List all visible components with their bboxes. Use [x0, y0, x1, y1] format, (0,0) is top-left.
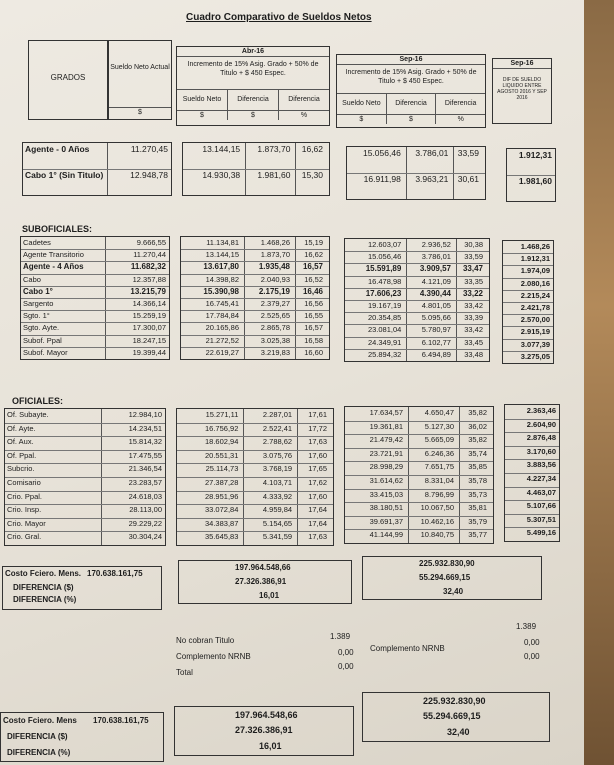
right-complemento-label: Complemento NRNB	[370, 644, 445, 653]
sep-sueldo-cell: 19.167,19	[367, 301, 402, 310]
row-line	[183, 195, 329, 196]
sep-sueldo-cell: 16.911,98	[363, 174, 401, 184]
sep-dif-cell: 1.974,09	[520, 266, 550, 276]
sep-dif-cell: 8.331,04	[424, 476, 454, 485]
grado-label: Crio. Gral.	[7, 532, 42, 542]
sep-dif-cell: 3.883,56	[526, 460, 556, 470]
sep-dif-cell: 4.801,05	[421, 301, 451, 310]
row-line	[347, 199, 485, 200]
sep-dif-cell: 2.421,78	[520, 303, 550, 312]
of-grados-box	[4, 408, 166, 546]
abr-month: Abr-16	[177, 47, 329, 57]
no-cobran-value: 1.389	[330, 632, 351, 641]
abr-dif-cell: 3.219,83	[260, 347, 290, 357]
sep-dif-cell: 5.499,16	[526, 528, 556, 538]
abr-dif-cell: 2.522,41	[262, 423, 293, 433]
sep-dif-cell: 10.840,75	[420, 530, 454, 540]
sueldo-actual-label: Sueldo Neto Actual	[110, 64, 170, 71]
top-sep-box	[346, 146, 486, 200]
sep-pct-cell: 33,39	[464, 313, 483, 323]
sep-dif-cell: 5.665,09	[424, 435, 454, 445]
sep-sueldo-cell: 17.606,23	[365, 288, 402, 298]
sueldo-actual-cell: 12.984,10	[128, 410, 162, 419]
sep-dif-cell: 2.936,52	[421, 240, 451, 249]
grado-label: Crio. Insp.	[7, 505, 42, 515]
sep-dif-cell: 6.246,36	[424, 448, 454, 458]
abr-dif-cell: 3.025,38	[260, 335, 290, 345]
grado-label: Sargento	[23, 299, 54, 308]
abr-sueldo-cell: 20.551,31	[205, 450, 239, 460]
sep-pct-cell: 30,38	[464, 240, 483, 249]
sep-sueldo-cell: 12.603,07	[367, 240, 402, 249]
sep-pct-cell: 33,47	[462, 264, 483, 274]
sep-dif-cell: 2.363,46	[526, 406, 556, 415]
sep-pct-cell: 35,74	[468, 448, 487, 458]
unit-label: $	[337, 115, 387, 124]
row-line	[21, 359, 169, 360]
sueldo-actual-cell: 14.366,14	[132, 299, 166, 308]
sep-pct-cell: 30,61	[457, 174, 479, 184]
row-line	[5, 545, 165, 546]
abr-sueldo-cell: 21.272,52	[205, 335, 239, 345]
sep-dif-cell: 1.912,31	[520, 254, 550, 264]
abr-sueldo-cell: 20.165,86	[205, 323, 239, 333]
abr-dif-cell: 3.768,19	[262, 464, 293, 474]
unit-label: $	[228, 111, 279, 120]
sueldo-actual-header	[108, 40, 172, 120]
row-line	[177, 545, 333, 546]
of-dif-box	[504, 404, 560, 542]
grado-label: Agente - 4 Años	[23, 262, 84, 272]
sep-dif-cell: 5.107,66	[526, 501, 556, 511]
abr-pct-cell: 16,62	[304, 250, 323, 260]
sep-pct-cell: 35,79	[468, 516, 487, 526]
total-sep-dif: 55.294.669,15	[419, 573, 471, 582]
sep-month: Sep-16	[337, 55, 485, 65]
sep-dif-cell: 4.650,47	[424, 408, 454, 417]
abr-sueldo-cell: 16.756,92	[205, 423, 239, 433]
oficiales-heading: OFICIALES:	[12, 396, 63, 406]
sep-desc: Incremento de 15% Asig. Grado + 50% de Titulo + $ 450 Espec.	[345, 69, 477, 85]
sueldo-actual-cell: 14.234,51	[128, 423, 162, 433]
sep-dif-header	[492, 58, 552, 124]
row-line	[23, 195, 171, 196]
grado-label: Cadetes	[23, 238, 51, 247]
grado-label: Sgto. Ayte.	[23, 323, 60, 333]
abr-sueldo-cell: 34.383,87	[205, 518, 239, 528]
dif2-pct-label: DIFERENCIA (%)	[7, 748, 71, 757]
sueldo-actual-cell: 24.618,03	[128, 491, 162, 501]
sep-sueldo-cell: 23.721,91	[369, 448, 403, 458]
abr-pct-cell: 17,64	[308, 505, 327, 515]
abr-sueldo-cell: 33.072,84	[205, 505, 239, 515]
sep-dif-cell: 3.077,39	[520, 339, 550, 349]
sep-pct-cell: 33,59	[464, 252, 483, 262]
abr-pct-cell: 16,62	[301, 144, 323, 154]
sep-dif-cell: 4.121,09	[421, 276, 451, 286]
abr-dif-cell: 1.935,48	[258, 262, 290, 272]
grado-label: Of. Aux.	[7, 437, 34, 447]
sueldo-actual-cell: 12.948,78	[130, 170, 168, 180]
sep-dif-cell: 5.780,97	[421, 325, 451, 335]
sueldo-actual-cell: 18.247,15	[132, 335, 166, 345]
grado-label: Of. Ayte.	[7, 423, 36, 433]
abr-dif-cell: 4.333,92	[262, 491, 293, 501]
dif-pesos-label: DIFERENCIA ($)	[13, 583, 74, 592]
sep-dif-cell: 3.170,60	[526, 446, 556, 456]
sep-sueldo-cell: 23.081,04	[367, 325, 402, 335]
sep-sueldo-cell: 15.591,89	[365, 264, 402, 274]
abr-dif-cell: 2.379,27	[260, 299, 290, 308]
abr-dif-cell: 1.981,60	[257, 170, 291, 180]
abr-pct-cell: 17,61	[308, 410, 327, 419]
top-abr-box	[182, 142, 330, 196]
total-abr-sueldo: 197.964.548,66	[235, 563, 291, 572]
sep-pct-cell: 35,78	[468, 476, 487, 485]
row-line	[181, 359, 329, 360]
grado-label: Agente Transitorio	[23, 250, 84, 260]
sep-sueldo-cell: 20.354,85	[367, 313, 402, 323]
grado-label: Subof. Mayor	[23, 347, 68, 357]
abr-pct-cell: 16,56	[304, 299, 323, 308]
sep-pct-cell: 33,45	[464, 337, 483, 347]
sueldo-actual-cell: 15.259,19	[132, 311, 166, 321]
abr-sueldo-cell: 14.930,38	[202, 170, 241, 180]
sueldo-actual-cell: 17.300,07	[132, 323, 166, 333]
grado-label: Crio. Ppal.	[7, 491, 43, 501]
totals-abr	[178, 560, 352, 604]
sep-sueldo-cell: 17.634,57	[369, 408, 403, 417]
dif2-pesos-label: DIFERENCIA ($)	[7, 732, 68, 741]
sep-dif-cell: 3.275,05	[520, 351, 550, 361]
sep-dif-cell: 2.215,24	[520, 290, 550, 300]
sep-dif-cell: 1.912,31	[518, 150, 552, 160]
sep-dif-cell: 10.067,50	[420, 503, 454, 513]
total2-abr-dif: 27.326.386,91	[235, 725, 293, 735]
total-sep-sueldo: 225.932.830,90	[419, 559, 475, 568]
abr-dif-cell: 1.873,70	[257, 144, 291, 154]
sep-sueldo-cell: 33.415,03	[369, 489, 403, 499]
costo2-label: Costo Fciero. Mens	[3, 716, 77, 725]
abr-dif-cell: 4.959,84	[262, 505, 293, 515]
row-line	[345, 543, 493, 544]
sep-sueldo-cell: 24.349,91	[367, 337, 402, 347]
sep-sueldo-cell: 39.691,37	[369, 516, 403, 526]
total-label: Total	[176, 668, 193, 677]
total2-sep-pct: 32,40	[447, 727, 470, 737]
row-line	[507, 201, 555, 202]
sueldo-actual-cell: 13.215,79	[130, 286, 166, 296]
unit-label: $	[177, 111, 228, 120]
sueldo-actual-cell: 30.304,24	[128, 532, 162, 542]
grado-label: Of. Ppal.	[7, 450, 37, 460]
sep-dif-cell: 2.570,00	[520, 315, 550, 325]
abr-desc: Incremento de 15% Asig. Grado + 50% de Titulo + $ 450 Espec.	[187, 61, 319, 77]
sep-dif-cell: 6.494,89	[421, 349, 451, 359]
sep-dif-cell: 1.468,26	[520, 242, 550, 251]
grados-label: GRADOS	[50, 73, 86, 82]
sep-dif-cell: 2.876,48	[526, 433, 556, 443]
of-sep-box	[344, 406, 494, 544]
abr-dif-cell: 2.525,65	[260, 311, 290, 321]
sep-dif-cell: 2.080,16	[520, 278, 550, 288]
costo-label: Costo Fciero. Mens.	[5, 569, 82, 578]
sueldo-actual-cell: 28.113,00	[129, 505, 162, 515]
abr-pct-cell: 15,30	[301, 170, 323, 180]
top-dif-box	[506, 148, 556, 202]
costo2-actual: 170.638.161,75	[93, 716, 149, 725]
abr-pct-cell: 17,63	[308, 532, 327, 542]
totals-sep	[362, 556, 542, 600]
sueldo-actual-cell: 21.346,54	[128, 464, 162, 474]
sep-dif-cell: 2.915,19	[520, 327, 550, 337]
sep-sueldo-cell: 16.478,98	[367, 276, 402, 286]
abr-col-difpct: Diferencia	[288, 96, 320, 103]
abr-pct-cell: 17,62	[308, 478, 327, 487]
abr-dif-cell: 2.788,62	[262, 437, 293, 447]
sep-sueldo-cell: 25.894,32	[367, 349, 402, 359]
abr-dif-cell: 2.040,93	[260, 274, 290, 284]
grado-label: Cabo 1°	[23, 286, 53, 296]
grado-label: Agente - 0 Años	[25, 144, 90, 154]
complemento-label: Complemento NRNB	[176, 652, 251, 661]
abr-pct-cell: 16,58	[304, 335, 323, 345]
sep-sueldo-cell: 41.144,99	[369, 530, 403, 540]
total-value: 0,00	[338, 662, 354, 671]
sep-pct-cell: 35,81	[468, 503, 487, 513]
abr-sueldo-cell: 25.114,73	[205, 464, 239, 474]
sep-pct-cell: 33,42	[464, 301, 483, 310]
abr-sueldo-cell: 28.951,96	[205, 491, 239, 501]
abr-sueldo-cell: 27.387,28	[205, 478, 239, 487]
sep-sueldo-cell: 19.361,81	[369, 421, 403, 431]
total2-abr-pct: 16,01	[259, 741, 282, 751]
abr-sueldo-cell: 13.617,80	[203, 262, 239, 272]
unit-label: $	[387, 115, 437, 124]
grado-label: Subof. Ppal	[23, 335, 62, 345]
sep-dif-cell: 5.307,51	[526, 514, 556, 524]
abr-col-sueldo: Sueldo Neto	[177, 90, 228, 110]
sueldo-actual-cell: 12.357,88	[132, 274, 166, 284]
sep-pct-cell: 36,02	[468, 421, 487, 431]
abr-sueldo-cell: 14.398,82	[205, 274, 239, 284]
sep-pct-cell: 35,82	[468, 408, 487, 417]
sueldo-actual-cell: 29.229,22	[128, 518, 162, 528]
abr-sueldo-cell: 17.784,84	[205, 311, 239, 321]
sep-pct-cell: 33,59	[457, 148, 479, 158]
sub-grados-box	[20, 236, 170, 360]
abr-dif-cell: 2.865,78	[260, 323, 290, 333]
abr-pct-cell: 17,65	[308, 464, 327, 474]
abr-sueldo-cell: 11.134,81	[206, 238, 239, 247]
sep-sueldo-cell: 15.056,46	[362, 148, 401, 158]
sep-pct-cell: 33,48	[464, 349, 483, 359]
abr-pct-cell: 16,57	[302, 262, 323, 272]
grados-header	[28, 40, 108, 120]
abr-pct-cell: 17,60	[308, 450, 327, 460]
abr-pct-cell: 16,46	[302, 286, 323, 296]
abr-pct-cell: 15,19	[304, 238, 323, 247]
sep-dif-cell: 4.227,34	[526, 474, 556, 483]
total2-sep-sueldo: 225.932.830,90	[423, 696, 486, 706]
total-abr-pct: 16,01	[259, 591, 280, 600]
sub-sep-box	[344, 238, 490, 362]
sub-abr-box	[180, 236, 330, 360]
abr-col-dif: Diferencia	[228, 90, 279, 110]
sueldo-actual-cell: 19.399,44	[132, 347, 166, 357]
abr-sueldo-cell: 22.619,27	[205, 347, 239, 357]
totals2-abr	[174, 706, 354, 756]
sueldo-actual-cell: 11.270,45	[130, 144, 168, 154]
dif-pct-label: DIFERENCIA (%)	[13, 595, 77, 604]
sep2-month: Sep-16	[493, 59, 551, 69]
sueldo-actual-cell: 11.682,32	[130, 262, 166, 272]
grado-label: Comisario	[7, 478, 41, 487]
sep-pct-cell: 35,73	[468, 489, 487, 499]
sep-col-dif: Diferencia	[387, 94, 437, 114]
costo-actual: 170.638.161,75	[87, 569, 143, 578]
abr-pct-cell: 16,57	[304, 323, 323, 333]
sueldo-actual-cell: 11.270,44	[133, 250, 166, 260]
grado-label: Cabo 1° (Sin Titulo)	[25, 170, 104, 180]
sep-pct-cell: 35,77	[468, 530, 487, 540]
sep-header	[336, 54, 486, 128]
top-grados-box	[22, 142, 172, 196]
grado-label: Sgto. 1°	[23, 311, 50, 321]
grado-label: Subcrio.	[7, 464, 35, 474]
sep-pct-cell: 35,82	[468, 435, 487, 445]
document-title: Cuadro Comparativo de Sueldos Netos	[186, 12, 372, 23]
no-cobran-label: No cobran Titulo	[176, 636, 235, 645]
abr-header	[176, 46, 330, 126]
total-sep-pct: 32,40	[443, 587, 464, 596]
sueldo-actual-cell: 9.666,55	[136, 238, 166, 247]
suboficiales-heading: SUBOFICIALES:	[22, 224, 93, 234]
sep-dif-cell: 3.786,01	[415, 148, 449, 158]
total2-sep-dif: 55.294.669,15	[423, 711, 481, 721]
sep-dif-cell: 8.796,99	[424, 489, 454, 499]
abr-dif-cell: 4.103,71	[262, 478, 293, 487]
totals-labels	[2, 566, 162, 610]
totals2-sep	[362, 692, 550, 742]
grado-label: Cabo	[23, 274, 41, 284]
unit-label: %	[457, 116, 464, 123]
abr-dif-cell: 1.468,26	[260, 238, 290, 247]
abr-sueldo-cell: 13.144,15	[202, 144, 241, 154]
sueldo-actual-cell: 23.283,57	[128, 478, 162, 487]
sep-sueldo-cell: 15.056,46	[367, 252, 402, 262]
abr-pct-cell: 17,72	[308, 423, 327, 433]
sep-dif-cell: 5.095,66	[421, 313, 451, 323]
abr-sueldo-cell: 15.271,11	[205, 410, 239, 419]
abr-sueldo-cell: 15.390,98	[203, 286, 239, 296]
sep-dif-cell: 3.963,21	[415, 174, 449, 184]
sep2-desc: DIF DE SUELDO LIQUIDO ENTRE AGOSTO 2016 Y SEP 2016	[497, 77, 547, 101]
right-value-3: 0,00	[524, 652, 540, 661]
sep-sueldo-cell: 38.180,51	[369, 503, 403, 513]
sep-dif-cell: 4.390,44	[419, 288, 451, 298]
sep-col-sueldo: Sueldo Neto	[337, 94, 387, 114]
sep-col-difpct: Diferencia	[444, 100, 477, 107]
sep-dif-cell: 5.127,30	[424, 421, 454, 431]
unit-label: %	[300, 112, 308, 119]
abr-pct-cell: 16,60	[304, 347, 323, 357]
abr-col-headers	[177, 89, 329, 111]
sueldo-actual-cell: 17.475,55	[128, 450, 162, 460]
table-surface	[584, 0, 614, 765]
sep-units	[337, 115, 485, 124]
abr-units	[177, 111, 329, 120]
sep-sueldo-cell: 31.614,62	[369, 476, 403, 485]
unit-label: $	[109, 107, 171, 117]
sep-dif-cell: 3.909,57	[419, 264, 451, 274]
abr-dif-cell: 2.287,01	[262, 410, 293, 419]
right-value-2: 0,00	[524, 638, 540, 647]
of-abr-box	[176, 408, 334, 546]
abr-pct-cell: 17,64	[308, 518, 327, 528]
abr-sueldo-cell: 16.745,41	[205, 299, 239, 308]
sep-dif-cell: 7.651,75	[424, 462, 454, 472]
abr-dif-cell: 2.175,19	[258, 286, 290, 296]
sep-dif-cell: 10.462,16	[420, 516, 454, 526]
abr-dif-cell: 3.075,76	[262, 450, 293, 460]
sep-pct-cell: 33,35	[464, 276, 483, 286]
row-line	[345, 361, 489, 362]
complemento-value: 0,00	[338, 648, 354, 657]
abr-pct-cell: 17,63	[308, 437, 327, 447]
sep-dif-cell: 2.604,90	[526, 419, 556, 429]
right-value-1: 1.389	[516, 622, 537, 631]
abr-pct-cell: 16,55	[304, 311, 323, 321]
abr-dif-cell: 5.341,59	[262, 532, 293, 542]
row-line	[503, 363, 553, 364]
grado-label: Of. Subayte.	[7, 410, 49, 419]
sep-dif-cell: 3.786,01	[421, 252, 451, 262]
abr-sueldo-cell: 13.144,15	[205, 250, 239, 260]
abr-pct-cell: 17,60	[308, 491, 327, 501]
abr-pct-cell: 16,52	[304, 274, 323, 284]
abr-dif-cell: 1.873,70	[260, 250, 290, 260]
sep-sueldo-cell: 21.479,42	[369, 435, 403, 445]
sueldo-actual-cell: 15.814,32	[128, 437, 162, 447]
total-abr-dif: 27.326.386,91	[235, 577, 287, 586]
sep-dif-cell: 1.981,60	[518, 176, 552, 186]
sep-col-headers	[337, 93, 485, 115]
sep-dif-cell: 6.102,77	[421, 337, 451, 347]
abr-dif-cell: 5.154,65	[262, 518, 293, 528]
abr-sueldo-cell: 18.602,94	[205, 437, 239, 447]
abr-sueldo-cell: 35.645,83	[205, 532, 239, 542]
total2-abr-sueldo: 197.964.548,66	[235, 710, 298, 720]
sub-dif-box	[502, 240, 554, 364]
row-line	[505, 541, 559, 542]
sep-pct-cell: 35,85	[468, 462, 487, 472]
grado-label: Crio. Mayor	[7, 518, 46, 528]
totals2-labels	[0, 712, 164, 762]
sep-pct-cell: 33,22	[462, 288, 483, 298]
sep-dif-cell: 4.463,07	[526, 487, 556, 497]
sep-sueldo-cell: 28.998,29	[369, 462, 403, 472]
sep-pct-cell: 33,42	[464, 325, 483, 335]
